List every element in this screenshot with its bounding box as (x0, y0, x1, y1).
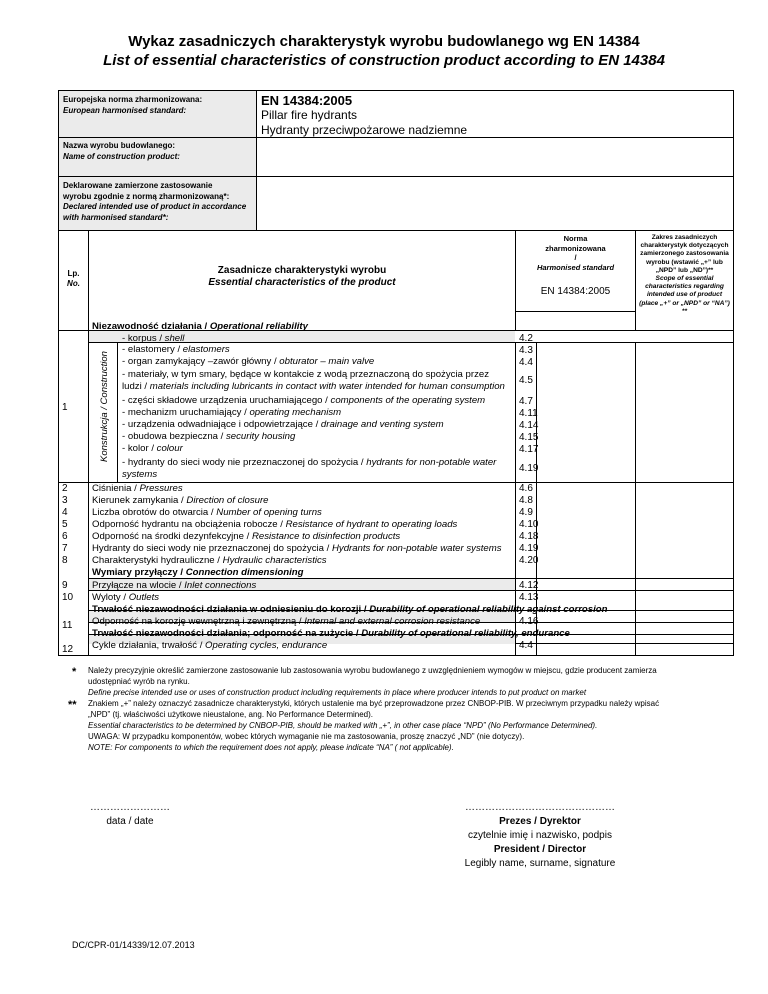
col-harmonised-standard: Norma zharmonizowana / Harmonised standard EN 14384:2005 (516, 231, 636, 330)
sub-item: - części składowe urządzenia uruchamiającego / components of the operating system (122, 395, 486, 406)
row-text: Hydranty do sieci wody nie przeznaczonej do spożycia / Hydrants for non-potable water systems (92, 543, 502, 554)
footnote-1-pl: Należy precyzyjnie określić zamierzone zastosowanie lub zastosowania wyrobu budowlanego z uwzględnieniem wymogów w miejscu, gdzie producent zamierza (88, 666, 657, 675)
row-text: Cykle działania, trwałość / Operating cycles, endurance (92, 640, 328, 651)
ref-value: 4.19 (519, 543, 539, 554)
row-number: 1 (62, 402, 68, 413)
ref-value: 4.5 (519, 375, 533, 386)
section-endurance: Trwałość niezawodności działania; odporność na zużycie / Durability of operational reliability, endurance (92, 628, 570, 639)
row-text: Wyloty / Outlets (92, 592, 160, 603)
sub-item: - mechanizm uruchamiający / operating mechanism (122, 407, 342, 418)
signature-block (440, 801, 640, 871)
sub-item: - urządzenia odwadniające i odpowietrzające / drainage and venting system (122, 419, 444, 430)
ref-value: 4.7 (519, 396, 533, 407)
footnote-2-pl-cont: „NPD” (tj. właściwości użytkowe nieustalone, ang. No Performance Determined). (88, 710, 373, 719)
ref-value: 4.4 (519, 357, 533, 368)
product-label: Nazwa wyrobu budowlanego: Name of construction product: (59, 138, 257, 176)
ref-value: 4.19 (519, 463, 539, 474)
sub-item: - korpus / shell (122, 333, 185, 344)
row-number: 5 (62, 519, 68, 530)
row-number: 11 (62, 620, 73, 631)
ref-value: 4.13 (519, 592, 539, 603)
footnote-star-2: ** (68, 699, 77, 711)
ref-value: 4.6 (519, 483, 533, 494)
row-number: 2 (62, 483, 68, 494)
sub-item: - organ zamykający –zawór główny / obturator – main valve (122, 356, 375, 367)
standard-name-pl: Hydranty przeciwpożarowe nadziemne (261, 123, 468, 137)
col-scope: Zakres zasadniczych charakterystyk dotyczących zamierzonego zastosowania wyrobu (wstawić „+” lub „NPD” lub „ND”)** Scope of essential characteristics regarding intended use of product (place „+” or „NPD” or “NA”) ** (639, 234, 730, 315)
ref-value: 4.3 (519, 345, 533, 356)
row-number: 4 (62, 507, 68, 518)
standard-code: EN 14384:2005 (261, 93, 353, 108)
sub-item: - materiały, w tym smary, będące w kontakcie z wodą przeznaczoną do spożycia przez (122, 369, 490, 380)
row-text: Odporność hydrantu na obciążenia robocze / Resistance of hydrant to operating loads (92, 519, 458, 530)
sub-item: - hydranty do sieci wody nie przeznaczonej do spożycia / hydrants for non-potable water (122, 457, 497, 468)
col-characteristics: Zasadnicze charakterystyki wyrobu Essential characteristics of the product (89, 231, 516, 330)
footnote-1-en: Define precise intended use or uses of construction product including requirements in place where producer intends to put product on market (88, 688, 587, 697)
ref-value: 4.20 (519, 555, 539, 566)
row-number: 3 (62, 495, 68, 506)
ref-value: 4.8 (519, 495, 533, 506)
standard-label: Europejska norma zharmonizowana: European harmonised standard: (59, 91, 257, 137)
standard-name-en: Pillar fire hydrants (261, 108, 358, 122)
row-text: Odporność na korozję wewnętrzną i zewnętrzną / Internal and external corrosion resistance (92, 616, 481, 627)
name-pl: czytelnie imię i nazwisko, podpis (468, 830, 612, 841)
date-dots: …………………… (90, 802, 170, 813)
footnote-note-pl: UWAGA: W przypadku komponentów, wobec których wymaganie nie ma zastosowania, proszę znaczyć „ND” (nie dotyczy). (88, 732, 525, 741)
ref-value: 4.2 (519, 333, 533, 344)
footnote-note-en: NOTE: For components to which the requirement does not apply, please indicate “NA” ( not applicable). (88, 743, 454, 752)
sub-item: - obudowa bezpieczna / security housing (122, 431, 296, 442)
footnote-2-pl: Znakiem „+” należy oznaczyć zasadnicze charakterystyki, których ustalenie ma być przeprowadzone przez CNBOP-PIB. W przeciwnym przypadku należy wpisać (88, 699, 660, 708)
title-english: List of essential characteristics of construction product according to EN 14384 (103, 52, 665, 69)
name-en: Legibly name, surname, signature (464, 858, 616, 869)
row-text: Przyłącze na wlocie / Inlet connections (92, 580, 257, 591)
section-corrosion: Trwałość niezawodności działania w odniesieniu do korozji / Durability of operational reliability against corrosion (92, 604, 608, 615)
ref-value: 4.16 (519, 616, 539, 627)
sub-item-cont: ludzi / materials including lubricants in contact with water intended for human consumption (122, 381, 505, 392)
document-reference: DC/CPR-01/14339/12.07.2013 (72, 940, 195, 950)
footnote-1-pl-cont: udostępniać wyrób na rynku. (88, 677, 190, 686)
construction-label: Konstrukcja / Construction (99, 351, 110, 462)
sub-item: - elastomery / elastomers (122, 344, 230, 355)
row-text: Ciśnienia / Pressures (92, 483, 183, 494)
row-text: Odporność na środki dezynfekcyjne / Resistance to disinfection products (92, 531, 401, 542)
norm-code: EN 14384:2005 (540, 286, 611, 297)
sub-item: - kolor / colour (122, 443, 183, 454)
col-lp: Lp. No. (59, 231, 89, 330)
ref-value: 4.17 (519, 444, 539, 455)
row-number: 7 (62, 543, 68, 554)
date-label: data / date (106, 816, 154, 827)
signature-dots: ……………………………………… (465, 802, 615, 813)
ref-value: 4.4 (519, 640, 533, 651)
ref-value: 4.15 (519, 432, 539, 443)
ref-value: 4.14 (519, 420, 539, 431)
ref-value: 4.11 (519, 408, 538, 419)
row-text: Kierunek zamykania / Direction of closure (92, 495, 269, 506)
date-block (80, 801, 180, 829)
row-number: 6 (62, 531, 68, 542)
ref-value: 4.10 (519, 519, 539, 530)
title-polish: Wykaz zasadniczych charakterystyk wyrobu budowlanego wg EN 14384 (128, 33, 640, 50)
role-pl: Prezes / Dyrektor (499, 816, 581, 827)
row-text: Charakterystyki hydrauliczne / Hydraulic characteristics (92, 555, 327, 566)
row-number: 12 (62, 644, 74, 655)
intended-use-label: Deklarowane zamierzone zastosowanie wyrobu zgodnie z normą zharmonizowaną*: Declared intended use of product in accordance with harmonised standard*: (59, 177, 257, 230)
footnote-star-1: * (72, 666, 77, 678)
section-connection: Wymiary przyłączy / Connection dimensioning (92, 567, 304, 578)
section-reliability: Niezawodność działania / Operational reliability (92, 321, 308, 332)
row-number: 10 (62, 592, 74, 603)
row-text: Liczba obrotów do otwarcia / Number of opening turns (92, 507, 322, 518)
footnote-2-en: Essential characteristics to be determined by CNBOP-PIB, should be marked with „+”, in other case place “NPD” (No Performance Determined). (88, 721, 598, 730)
ref-value: 4.12 (519, 580, 539, 591)
sub-item-cont: systems (122, 469, 158, 480)
row-number: 9 (62, 580, 68, 591)
row-number: 8 (62, 555, 68, 566)
ref-value: 4.18 (519, 531, 539, 542)
ref-value: 4.9 (519, 507, 533, 518)
role-en: President / Director (493, 844, 587, 855)
